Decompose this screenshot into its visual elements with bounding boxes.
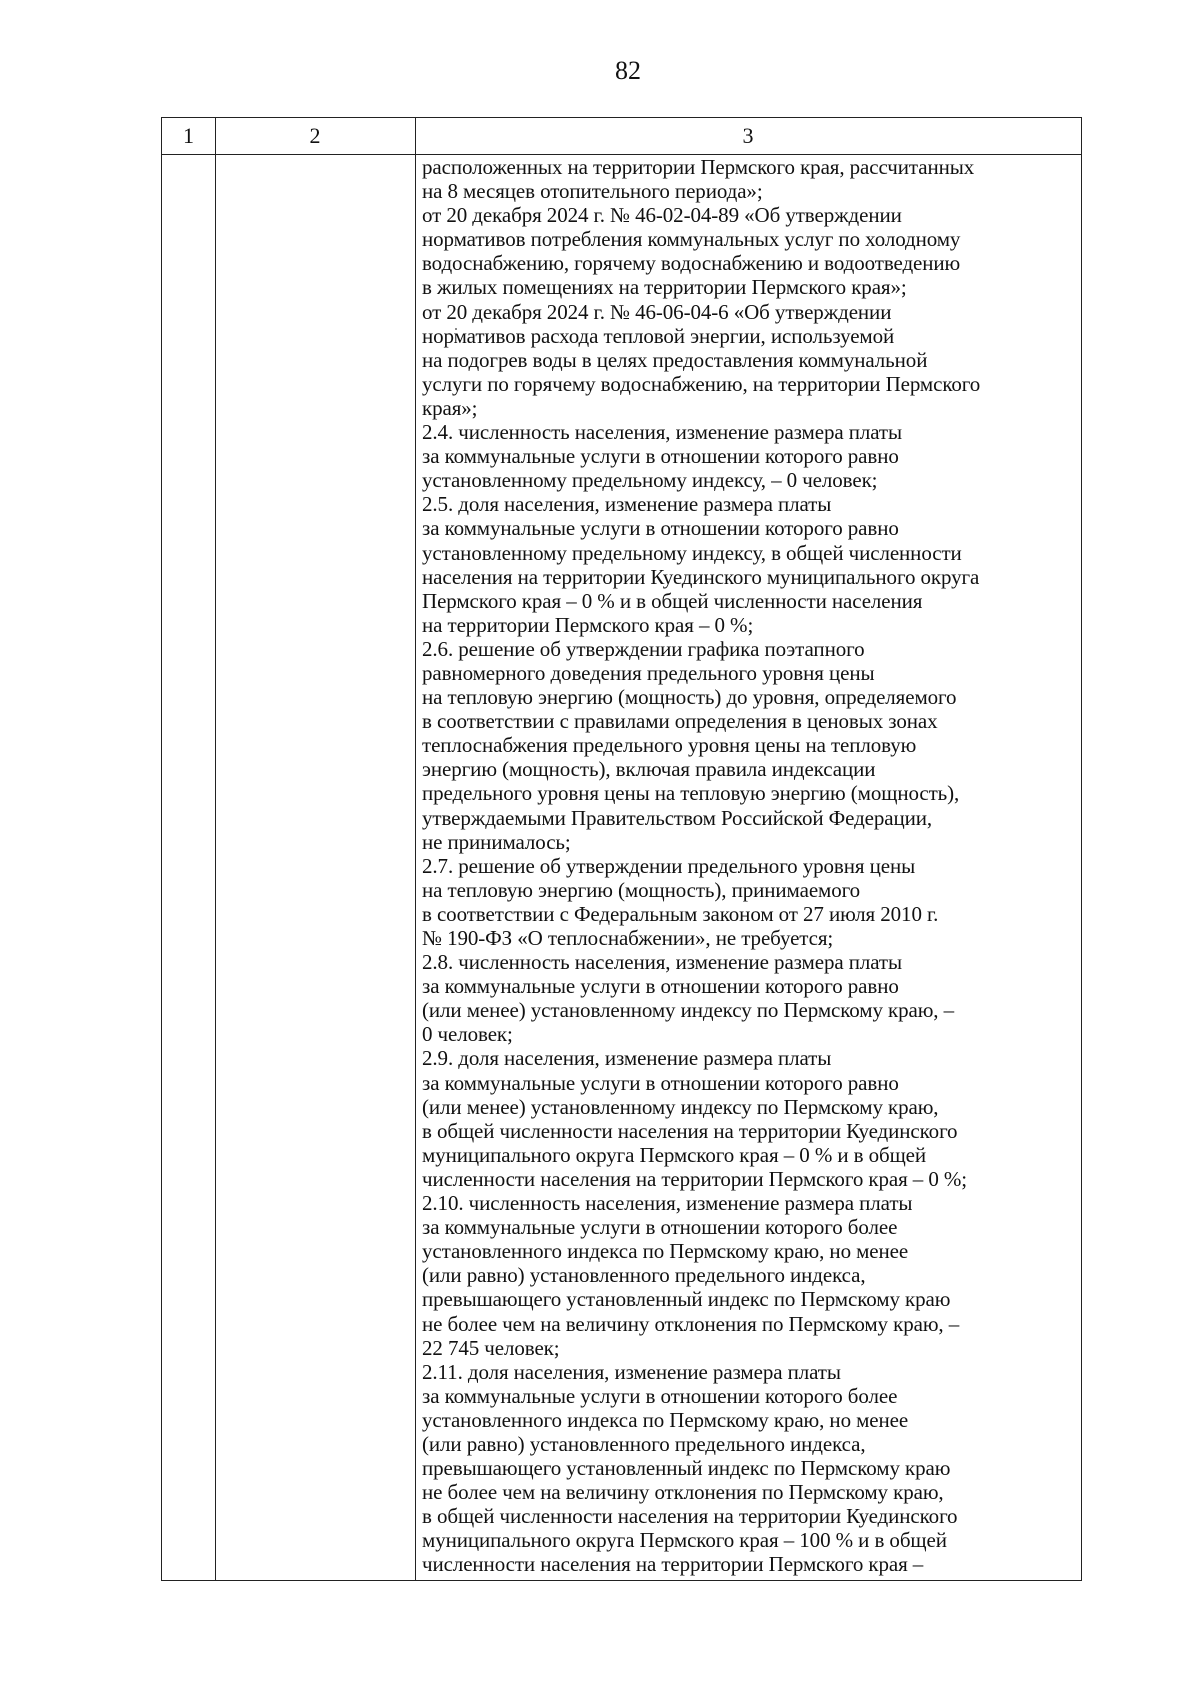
text-line: расположенных на территории Пермского края, рассчитанных (422, 155, 975, 179)
text-line: не принималось; (422, 829, 571, 854)
column-divider-2 (415, 118, 416, 1580)
text-line: нормативов расхода тепловой энергии, используемой (422, 323, 895, 348)
text-line: услуги по горячему водоснабжению, на территории Пермского (422, 371, 981, 396)
text-line: (или менее) установленному индексу по Пермскому краю, – (422, 998, 955, 1023)
text-line: на тепловую энергию (мощность), принимаемого (422, 877, 861, 902)
text-line: (или равно) установленного предельного индекса, (422, 1263, 866, 1288)
column-divider-1 (215, 118, 216, 1580)
column-header-3: 3 (742, 123, 754, 148)
text-line: водоснабжению, горячему водоснабжению и водоотведению (422, 251, 961, 276)
text-line: от 20 декабря 2024 г. № 46-06-04-6 «Об утверждении (422, 299, 892, 324)
text-line: 2.9. доля населения, изменение размера платы (422, 1046, 832, 1071)
text-line: в общей численности населения на территории Куединского (422, 1118, 958, 1143)
text-line: в соответствии с правилами определения в ценовых зонах (422, 709, 938, 734)
text-line: края»; (422, 395, 478, 420)
text-line: превышающего установленный индекс по Пермскому краю (422, 1456, 951, 1481)
text-line: установленному предельному индексу, – 0 человек; (422, 468, 878, 493)
text-line: на тепловую энергию (мощность) до уровня, определяемого (422, 685, 957, 710)
text-line: Пермского края – 0 % и в общей численности населения (422, 588, 923, 613)
text-line: № 190-ФЗ «О теплоснабжении», не требуется; (422, 926, 834, 950)
text-line: предельного уровня цены на тепловую энергию (мощность), (422, 781, 960, 806)
text-line: от 20 декабря 2024 г. № 46-02-04-89 «Об утверждении (422, 203, 902, 228)
text-line: (или менее) установленному индексу по Пермскому краю, (422, 1094, 939, 1119)
text-line: за коммунальные услуги в отношении которого равно (422, 444, 899, 469)
text-line: в соответствии с Федеральным законом от 27 июля 2010 г. (422, 901, 939, 926)
text-line: установленного индекса по Пермскому краю, но менее (422, 1407, 909, 1432)
column-header-1: 1 (183, 123, 194, 148)
text-line: 2.7. решение об утверждении предельного уровня цены (422, 853, 916, 878)
text-line: в общей численности населения на территории Куединского (422, 1504, 958, 1529)
text-line: численности населения на территории Пермского края – 0 %; (422, 1166, 968, 1191)
text-line: 2.11. доля населения, изменение размера платы (422, 1359, 841, 1384)
text-line: населения на территории Куединского муниципального округа (422, 564, 980, 589)
text-line: за коммунальные услуги в отношении которого равно (422, 1070, 899, 1095)
text-line: 22 745 человек; (422, 1335, 560, 1360)
page-number: 82 (615, 56, 641, 85)
text-line: численности населения на территории Пермского края – (422, 1552, 924, 1577)
text-line: на территории Пермского края – 0 %; (422, 612, 754, 637)
text-line: муниципального округа Пермского края – 0 % и в общей (422, 1142, 927, 1167)
text-line: на подогрев воды в целях предоставления коммунальной (422, 347, 928, 372)
text-line: установленного индекса по Пермскому краю, но менее (422, 1239, 909, 1264)
text-line: за коммунальные услуги в отношении которого более (422, 1215, 898, 1240)
text-line: за коммунальные услуги в отношении которого более (422, 1383, 898, 1408)
column-3-text (422, 155, 1084, 1577)
text-line: 2.5. доля населения, изменение размера платы (422, 492, 832, 517)
text-line: теплоснабжения предельного уровня цены на тепловую (422, 733, 917, 758)
text-line: (или равно) установленного предельного индекса, (422, 1431, 866, 1456)
text-line: 2.10. численность населения, изменение размера платы (422, 1191, 913, 1216)
text-line: установленному предельному индексу, в общей численности (422, 540, 962, 565)
text-line: не более чем на величину отклонения по Пермскому краю, – (422, 1311, 960, 1336)
text-line: 2.8. численность населения, изменение размера платы (422, 950, 903, 975)
column-header-2: 2 (309, 123, 321, 148)
text-line: превышающего установленный индекс по Пермскому краю (422, 1287, 951, 1312)
text-line: за коммунальные услуги в отношении которого равно (422, 516, 899, 541)
text-line: утверждаемыми Правительством Российской Федерации, (422, 805, 933, 830)
text-line: 2.4. численность населения, изменение размера платы (422, 420, 903, 445)
text-line: в жилых помещениях на территории Пермского края»; (422, 275, 907, 300)
text-line: не более чем на величину отклонения по Пермскому краю, (422, 1480, 944, 1505)
text-line: за коммунальные услуги в отношении которого равно (422, 974, 899, 999)
text-line: на 8 месяцев отопительного периода»; (422, 179, 763, 204)
document-table (161, 117, 1082, 1581)
text-line: энергию (мощность), включая правила индексации (422, 757, 876, 782)
table-header-row (162, 118, 1081, 155)
text-line: равномерного доведения предельного уровня цены (422, 660, 875, 685)
text-line: муниципального округа Пермского края – 100 % и в общей (422, 1528, 947, 1553)
text-line: нормативов потребления коммунальных услуг по холодному (422, 227, 961, 252)
text-line: 0 человек; (422, 1022, 513, 1047)
text-line: 2.6. решение об утверждении графика поэтапного (422, 636, 865, 661)
